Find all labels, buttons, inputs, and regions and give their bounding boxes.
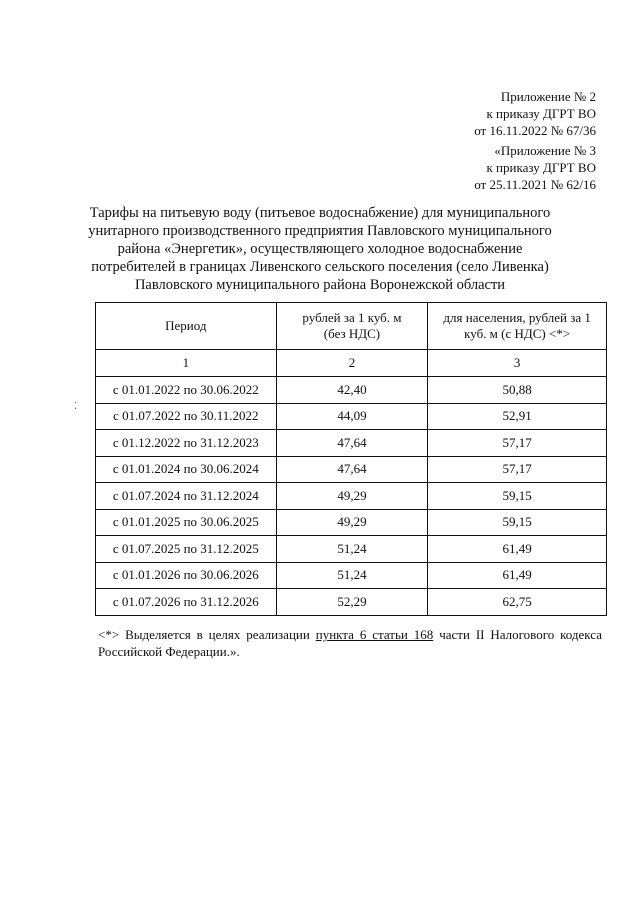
population-cell: 61,49 [428, 562, 607, 589]
column-number-row [96, 350, 607, 377]
appendix-order-ref: к приказу ДГРТ ВО [486, 106, 596, 121]
table-row [96, 483, 607, 510]
no-vat-cell: 49,29 [276, 509, 428, 536]
footnote-line [98, 626, 602, 643]
no-vat-cell: 49,29 [276, 483, 428, 510]
no-vat-cell: 47,64 [276, 456, 428, 483]
table-row [96, 589, 607, 616]
table-row [96, 562, 607, 589]
population-cell: 61,49 [428, 536, 607, 563]
title-line: унитарного производственного предприятия Павловского муниципального [88, 223, 552, 239]
footnote-line: Российской Федерации.». [98, 644, 240, 659]
title-line: Тарифы на питьевую воду (питьевое водоснабжение) для муниципального [89, 205, 551, 221]
title-line: Павловского муниципального района Воронежской области [134, 277, 506, 293]
period-cell: с 01.12.2022 по 31.12.2023 [96, 430, 277, 457]
period-cell: с 01.07.2026 по 31.12.2026 [96, 589, 277, 616]
period-cell: с 01.01.2026 по 30.06.2026 [96, 562, 277, 589]
appendix-number: «Приложение № 3 [494, 143, 596, 158]
header-population-line: для населения, рублей за 1 [443, 310, 591, 325]
column-number: 3 [428, 350, 607, 377]
footnote [98, 626, 602, 660]
table-header-row [96, 303, 607, 350]
table-row [96, 536, 607, 563]
header-population-line: куб. м (с НДС) <*> [464, 326, 571, 341]
period-cell: с 01.07.2025 по 31.12.2025 [96, 536, 277, 563]
period-cell: с 01.07.2022 по 30.11.2022 [96, 403, 277, 430]
period-cell: с 01.01.2024 по 30.06.2024 [96, 456, 277, 483]
document-title [70, 204, 570, 294]
population-cell: 62,75 [428, 589, 607, 616]
no-vat-cell: 51,24 [276, 536, 428, 563]
population-cell: 52,91 [428, 403, 607, 430]
footnote-suffix: части II Налогового кодекса [439, 627, 602, 642]
period-cell: с 01.01.2025 по 30.06.2025 [96, 509, 277, 536]
table-row [96, 456, 607, 483]
column-number: 2 [276, 350, 428, 377]
header-population [428, 303, 607, 350]
no-vat-cell: 47,64 [276, 430, 428, 457]
population-cell: 50,88 [428, 377, 607, 404]
header-period [96, 303, 277, 350]
population-cell: 59,15 [428, 483, 607, 510]
tax-code-article-link[interactable]: пункта 6 статьи 168 [315, 627, 434, 642]
appendix-order-date: от 16.11.2022 № 67/36 [474, 123, 596, 138]
no-vat-cell: 52,29 [276, 589, 428, 616]
margin-mark: ⁚ [74, 401, 78, 412]
population-cell: 57,17 [428, 456, 607, 483]
title-line: потребителей в границах Ливенского сельского поселения (село Ливенка) [91, 259, 549, 275]
appendix-order-date: от 25.11.2021 № 62/16 [474, 177, 596, 192]
period-cell: с 01.01.2022 по 30.06.2022 [96, 377, 277, 404]
header-period-label: Период [165, 318, 207, 333]
population-cell: 59,15 [428, 509, 607, 536]
table-row [96, 430, 607, 457]
table-row [96, 377, 607, 404]
table-row [96, 403, 607, 430]
tariff-table [95, 302, 607, 616]
column-number: 1 [96, 350, 277, 377]
no-vat-cell: 42,40 [276, 377, 428, 404]
no-vat-cell: 44,09 [276, 403, 428, 430]
period-cell: с 01.07.2024 по 31.12.2024 [96, 483, 277, 510]
appendix-order-ref: к приказу ДГРТ ВО [486, 160, 596, 175]
no-vat-cell: 51,24 [276, 562, 428, 589]
header-no-vat [276, 303, 428, 350]
population-cell: 57,17 [428, 430, 607, 457]
appendix-reference-previous [474, 142, 596, 193]
appendix-number: Приложение № 2 [500, 89, 596, 104]
header-no-vat-line: рублей за 1 куб. м [302, 310, 402, 325]
appendix-reference-current [474, 88, 596, 139]
table-row [96, 509, 607, 536]
title-line: района «Энергетик», осуществляющего холодное водоснабжение [117, 241, 523, 257]
header-no-vat-line: (без НДС) [323, 326, 381, 341]
footnote-prefix: <*> Выделяется в целях реализации [98, 627, 310, 642]
